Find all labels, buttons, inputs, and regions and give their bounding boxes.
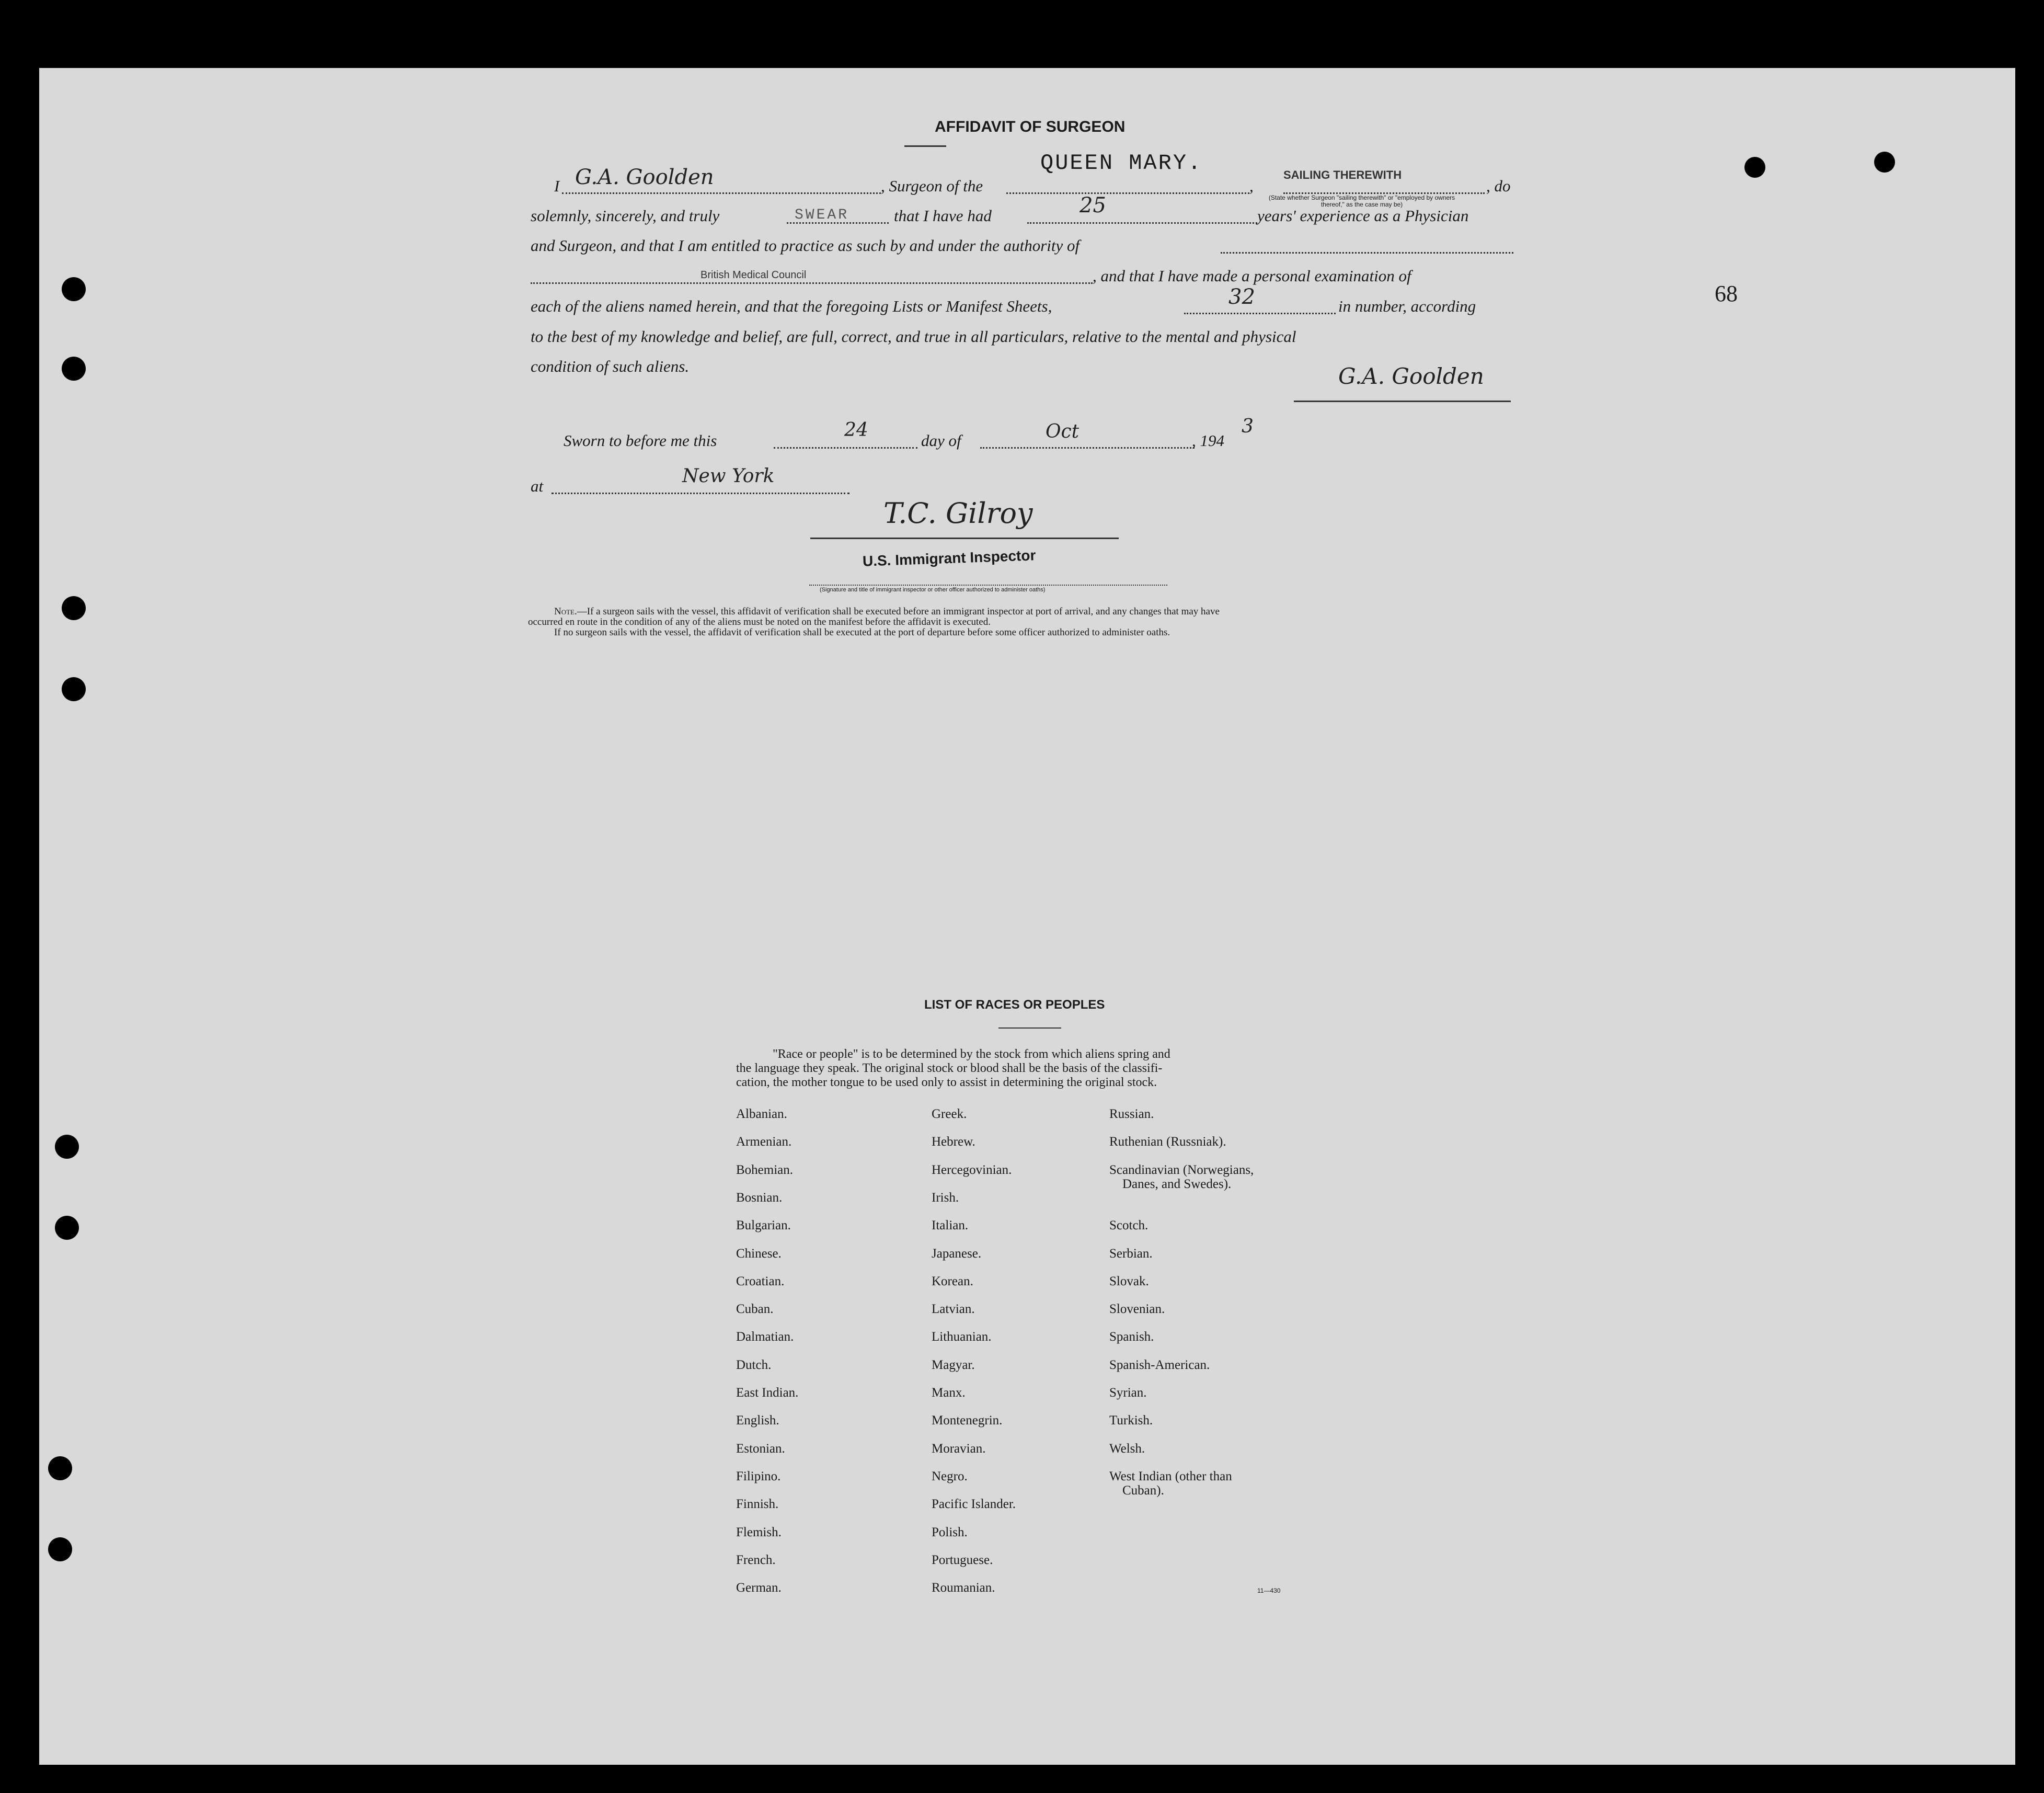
race-item: Hebrew. (932, 1135, 975, 1149)
race-item: Ruthenian (Russniak). (1109, 1135, 1226, 1149)
signature-caption: (Signature and title of immigrant inspector or other officer authorized to administer oaths) (820, 587, 1046, 593)
affidavit-text: condition of such aliens. (531, 357, 690, 375)
race-item: Hercegovinian. (932, 1162, 1012, 1177)
affidavit-text: Sworn to before me this (564, 431, 717, 450)
race-item: Armenian. (736, 1135, 792, 1149)
punch-hole (62, 677, 86, 701)
sailing-status: SAILING THEREWITH (1283, 168, 1402, 181)
affidavit-text: and Surgeon, and that I am entitled to practice as such by and under the authority of (531, 236, 1080, 255)
punch-hole (1744, 157, 1765, 178)
affidavit-text: , (1249, 177, 1254, 195)
punch-hole (48, 1456, 72, 1480)
race-item: Spanish-American. (1109, 1357, 1210, 1372)
race-item: Dalmatian. (736, 1330, 794, 1344)
race-item: Greek. (932, 1107, 967, 1121)
race-item: Negro. (932, 1469, 968, 1483)
races-title: LIST OF RACES OR PEOPLES (924, 998, 1105, 1012)
affidavit-text: I (554, 177, 560, 195)
punch-hole (62, 596, 86, 620)
sworn-place: New York (682, 465, 775, 487)
punch-hole (62, 277, 86, 301)
race-item: Pacific Islander. (932, 1497, 1016, 1512)
punch-hole (1874, 152, 1895, 173)
race-item: Turkish. (1109, 1413, 1153, 1428)
race-item: Scotch. (1109, 1218, 1149, 1233)
race-item: Roumanian. (932, 1581, 995, 1595)
race-item: Portuguese. (932, 1552, 993, 1567)
sworn-year-digit: 3 (1242, 416, 1254, 437)
race-item: Filipino. (736, 1469, 781, 1483)
race-item: Syrian. (1109, 1386, 1147, 1400)
authority: British Medical Council (701, 269, 807, 281)
sheet-count: 32 (1228, 285, 1255, 309)
races-para-line: cation, the mother tongue to be used only to assist in determining the original stock. (736, 1076, 1157, 1089)
race-item: Slovenian. (1109, 1302, 1165, 1317)
affidavit-note (528, 607, 1220, 638)
race-item: Irish. (932, 1190, 959, 1205)
race-item: Cuban. (736, 1302, 774, 1317)
affidavit-text: solemnly, sincerely, and truly (531, 207, 720, 225)
document-sheet (39, 68, 2015, 1765)
race-item: Italian. (932, 1218, 969, 1233)
race-item: Albanian. (736, 1107, 787, 1121)
race-item: Flemish. (736, 1525, 782, 1539)
races-para-line: the language they speak. The original stock or blood shall be the basis of the classifi- (736, 1061, 1163, 1075)
affidavit-text: day of (921, 431, 961, 450)
race-item: Scandinavian (Norwegians, (1109, 1162, 1254, 1177)
race-item: Bohemian. (736, 1162, 794, 1177)
race-item: Magyar. (932, 1357, 975, 1372)
race-item: Bosnian. (736, 1190, 783, 1205)
race-item: Spanish. (1109, 1330, 1154, 1344)
race-item: French. (736, 1552, 776, 1567)
race-item: Chinese. (736, 1246, 782, 1261)
affidavit-text: , do (1486, 177, 1511, 195)
page-number: 68 (1715, 281, 1738, 306)
punch-hole (62, 357, 86, 381)
affidavit-text: to the best of my knowledge and belief, are full, correct, and true in all particulars, relative to the mental and physical (531, 327, 1296, 346)
affidavit-text: , Surgeon of the (881, 177, 983, 195)
race-item: Cuban). (1122, 1483, 1164, 1498)
race-item: Serbian. (1109, 1246, 1153, 1261)
note-lead: Note. (554, 606, 577, 617)
race-item: East Indian. (736, 1386, 799, 1400)
inspector-signature: T.C. Gilroy (883, 497, 1033, 530)
state-note: (State whether Surgeon "sailing therewith" or "employed by owners thereof," as the case may be) (1268, 194, 1455, 208)
affidavit-text: , 194 (1192, 431, 1224, 450)
affidavit-title: AFFIDAVIT OF SURGEON (935, 118, 1126, 135)
years-experience: 25 (1080, 193, 1106, 218)
race-item: Polish. (932, 1525, 968, 1539)
race-item: German. (736, 1581, 782, 1595)
race-item: Korean. (932, 1274, 973, 1288)
note-line: If no surgeon sails with the vessel, the affidavit of verification shall be executed at the port of departure before some officer authorized to administer oaths. (554, 627, 1170, 638)
race-item: Slovak. (1109, 1274, 1149, 1288)
race-item: Welsh. (1109, 1441, 1145, 1456)
sworn-month: Oct (1046, 421, 1080, 442)
race-item: Russian. (1109, 1107, 1154, 1121)
punch-hole (48, 1537, 72, 1561)
race-item: Manx. (932, 1386, 966, 1400)
oath-word: SWEAR (795, 207, 849, 223)
note-line: —If a surgeon sails with the vessel, this affidavit of verification shall be executed before an immigrant inspector at port of arrival, and any changes that may have (577, 606, 1220, 617)
note-line: occurred en route in the condition of any of the aliens must be noted on the manifest before the affidavit is executed. (528, 616, 991, 627)
affidavit-text: years' experience as a Physician (1257, 207, 1469, 225)
race-item: Finnish. (736, 1497, 779, 1512)
race-item: Estonian. (736, 1441, 785, 1456)
race-item: Lithuanian. (932, 1330, 992, 1344)
race-item: Danes, and Swedes). (1122, 1177, 1232, 1191)
races-paragraph (736, 1047, 1170, 1090)
sworn-day: 24 (844, 419, 868, 441)
surgeon-signature: G.A. Goolden (1338, 363, 1484, 389)
affidavit-text: , and that I have made a personal examination of (1093, 267, 1411, 285)
race-item: Montenegrin. (932, 1413, 1003, 1428)
race-item: Croatian. (736, 1274, 785, 1288)
ship-name: QUEEN MARY. (1040, 151, 1203, 176)
race-item: Latvian. (932, 1302, 975, 1317)
punch-hole (55, 1216, 79, 1240)
race-item: West Indian (other than (1109, 1469, 1232, 1483)
race-item: Moravian. (932, 1441, 986, 1456)
affidavit-text: in number, according (1338, 297, 1476, 315)
race-item: Bulgarian. (736, 1218, 791, 1233)
surgeon-name: G.A. Goolden (575, 165, 714, 189)
affidavit-text: at (531, 477, 544, 495)
race-item: Japanese. (932, 1246, 982, 1261)
punch-hole (55, 1135, 79, 1159)
affidavit-text: that I have had (894, 207, 992, 225)
inspector-stamp: U.S. Immigrant Inspector (862, 547, 1036, 569)
form-code: 11—430 (1257, 1587, 1281, 1594)
races-para-line: "Race or people" is to be determined by the stock from which aliens spring and (773, 1047, 1170, 1061)
affidavit-text: each of the aliens named herein, and that the foregoing Lists or Manifest Sheets, (531, 297, 1052, 315)
race-item: English. (736, 1413, 779, 1428)
race-item: Dutch. (736, 1357, 772, 1372)
